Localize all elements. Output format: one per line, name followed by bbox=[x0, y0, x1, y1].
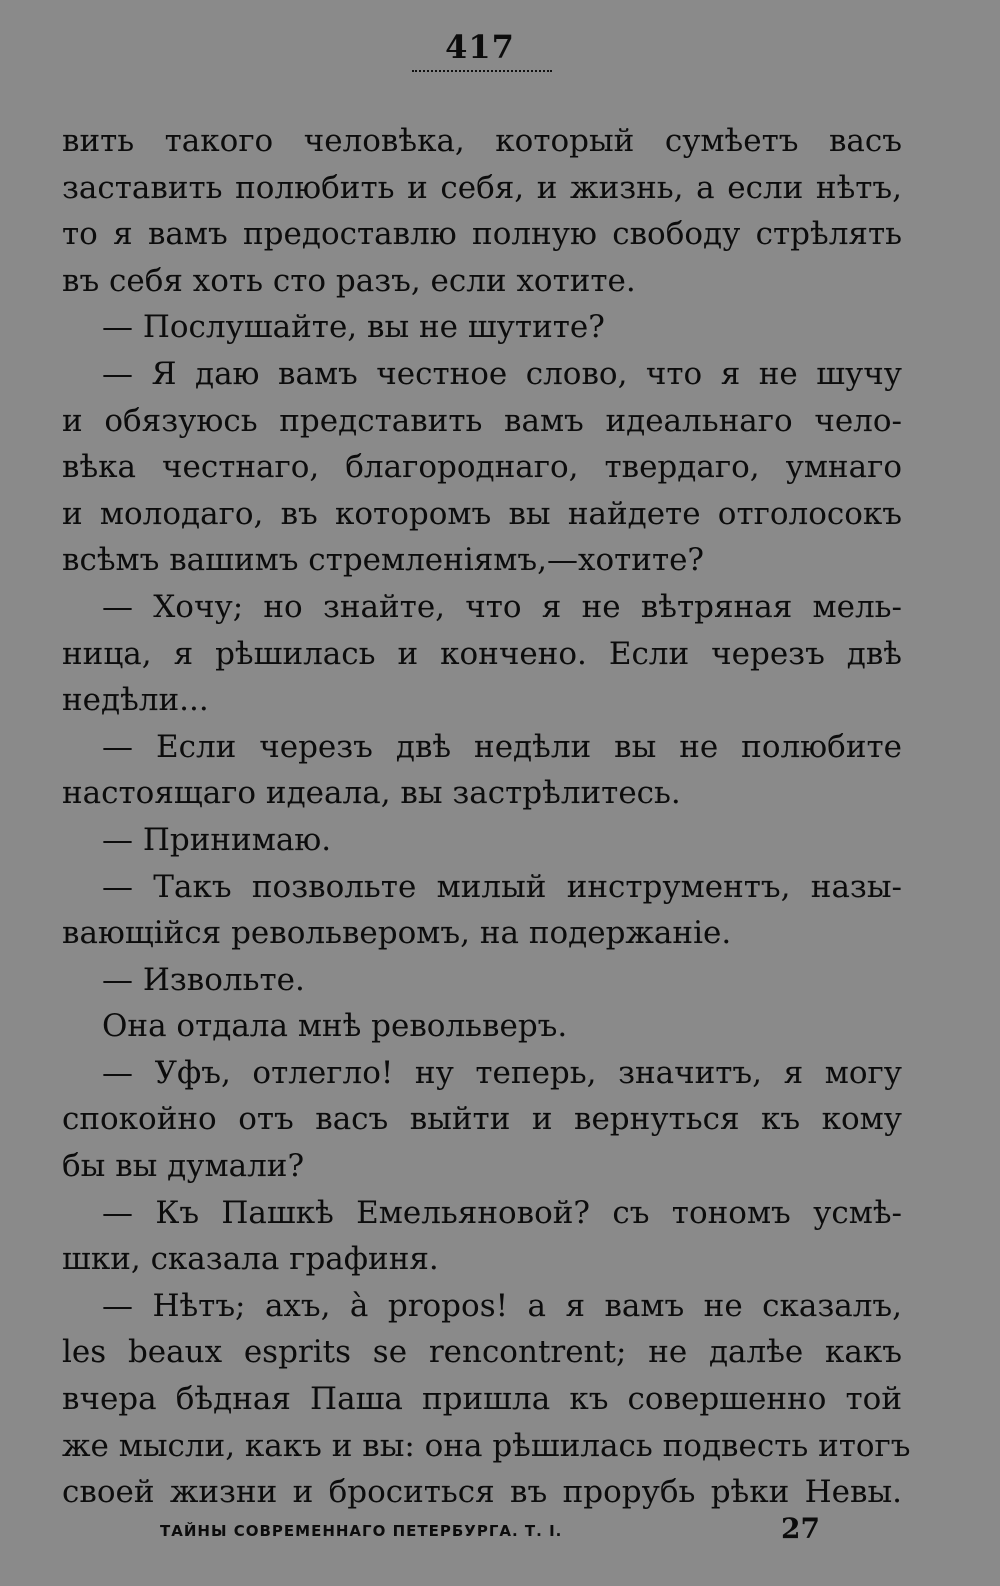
text-line: Она отдала мнѣ револьверъ. bbox=[102, 1008, 568, 1045]
text-line: вить такого человѣка, который сумѣетъ васъ bbox=[62, 123, 902, 159]
text-line: — Нѣтъ; ахъ, à propos! а я вамъ не сказалъ, bbox=[102, 1287, 902, 1324]
text-line: — Уфъ, отлегло! ну теперь, значитъ, я могу bbox=[102, 1054, 902, 1091]
printer-signature: ТАЙНЫ СОВРЕМЕННАГО ПЕТЕРБУРГА. Т. I. bbox=[160, 1522, 563, 1540]
text-line: въ себя хоть сто разъ, если хотите. bbox=[62, 262, 636, 299]
text-line: — Принимаю. bbox=[102, 821, 332, 858]
signature-number: 27 bbox=[781, 1512, 820, 1545]
text-line: вающійся револьверомъ, на подержаніе. bbox=[62, 915, 732, 952]
text-line: то я вамъ предоставлю полную свободу стрѣлять bbox=[62, 216, 902, 253]
text-line: les beaux esprits se rencontrent; не далѣе какъ bbox=[62, 1334, 902, 1371]
text-line: спокойно отъ васъ выйти и вернуться къ кому bbox=[62, 1101, 902, 1138]
text-line: недѣли... bbox=[62, 682, 209, 719]
text-line: и молодаго, въ которомъ вы найдете отголосокъ bbox=[62, 495, 902, 532]
text-line: бы вы думали? bbox=[62, 1148, 305, 1185]
text-line: же мысли, какъ и вы: она рѣшилась подвесть итогъ bbox=[62, 1427, 911, 1464]
text-line: вѣка честнаго, благороднаго, твердаго, умнаго bbox=[62, 449, 902, 486]
text-line: шки, сказала графиня. bbox=[62, 1241, 439, 1278]
text-line: и обязуюсь представить вамъ идеальнаго чело- bbox=[62, 402, 902, 439]
header-rule bbox=[412, 70, 552, 72]
text-line: — Извольте. bbox=[102, 961, 305, 998]
text-line: — Къ Пашкѣ Емельяновой? съ тономъ усмѣ- bbox=[102, 1194, 902, 1231]
page-number: 417 bbox=[445, 28, 515, 66]
text-line: — Такъ позвольте милый инструментъ, назы- bbox=[102, 868, 902, 905]
text-line: вчера бѣдная Паша пришла къ совершенно той bbox=[62, 1381, 902, 1418]
body-text bbox=[62, 118, 911, 1516]
text-line: ница, я рѣшилась и кончено. Если черезъ двѣ bbox=[62, 635, 902, 672]
text-line: — Послушайте, вы не шутите? bbox=[102, 309, 605, 346]
text-line: заставить полюбить и себя, и жизнь, а если нѣтъ, bbox=[62, 169, 902, 206]
text-line: — Если черезъ двѣ недѣли вы не полюбите bbox=[102, 728, 902, 765]
text-line: своей жизни и броситься въ прорубь рѣки Невы. bbox=[62, 1474, 902, 1511]
text-line: всѣмъ вашимъ стремленіямъ,—хотите? bbox=[62, 542, 705, 579]
text-line: — Хочу; но знайте, что я не вѣтряная мель- bbox=[102, 588, 902, 625]
text-line: — Я даю вамъ честное слово, что я не шучу bbox=[102, 355, 902, 392]
text-line: настоящаго идеала, вы застрѣлитесь. bbox=[62, 775, 681, 812]
page-footer bbox=[160, 1512, 820, 1552]
